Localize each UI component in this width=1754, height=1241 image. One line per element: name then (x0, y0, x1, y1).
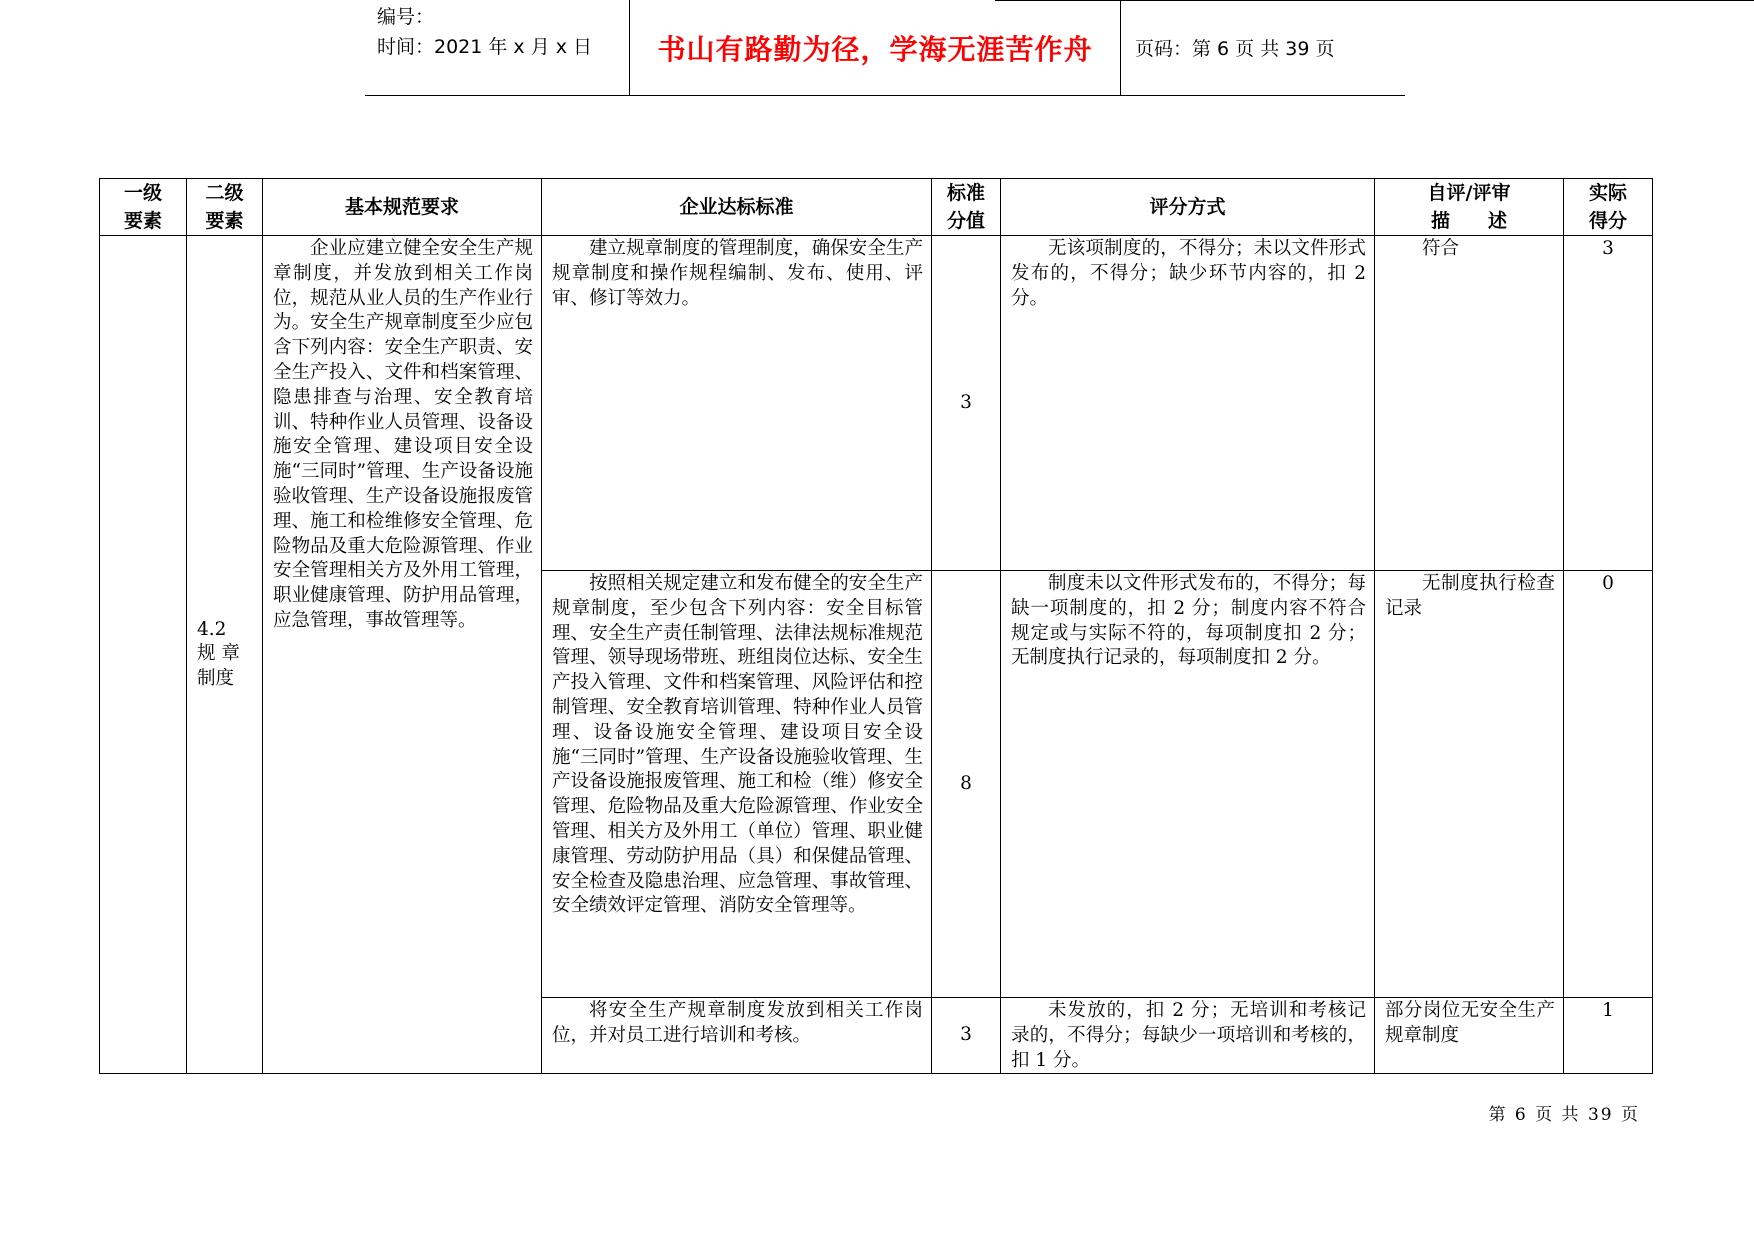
method-text: 无该项制度的，不得分；未以文件形式发布的，不得分；缺少环节内容的，扣 2 分。 (1011, 238, 1366, 309)
review-text: 符合 (1422, 238, 1460, 259)
col-header-basic-requirement: 基本规范要求 (263, 179, 542, 236)
actual-score: 3 (1602, 238, 1614, 259)
standard-score-cell (932, 571, 1001, 998)
assessment-table (99, 178, 1653, 1074)
basic-requirement-text: 企业应建立健全安全生产规章制度，并发放到相关工作岗位，规范从业人员的生产作业行为。安全生产规章制度至少应包含下列内容：安全生产职责、安全生产投入、文件和档案管理、隐患排查与治理、安全教育培训、特种作业人员管理、设备设施安全管理、建设项目安全设施“三同时”管理、生产设备设施验收管理、生产设备设施报废管理、施工和检维修安全管理、危险物品及重大危险源管理、作业安全管理相关方及外用工管理，职业健康管理、防护用品管理，应急管理，事故管理等。 (273, 238, 533, 631)
review-cell (1375, 998, 1564, 1074)
method-cell (1001, 236, 1375, 571)
col-header-level2: 二级 要素 (187, 179, 263, 236)
standard-score-cell (932, 998, 1001, 1074)
standard-text: 按照相关规定建立和发布健全的安全生产规章制度，至少包含下列内容：安全目标管理、安全生产责任制管理、法律法规标准规范管理、领导现场带班、班组岗位达标、安全生产投入管理、文件和档案管理、风险评估和控制管理、安全教育培训管理、特种作业人员管理、设备设施安全管理、建设项目安全设施“三同时”管理、生产设备设施验收管理、生产设备设施报废管理、施工和检（维）修安全管理、危险物品及重大危险源管理、作业安全管理、相关方及外用工（单位）管理、职业健康管理、劳动防护用品（具）和保健品管理、安全检查及隐患治理、应急管理、事故管理、安全绩效评定管理、消防安全管理等。 (552, 573, 923, 917)
standard-score: 3 (960, 391, 972, 413)
header-meta (377, 2, 627, 62)
doc-number-label: 编号： (377, 6, 435, 28)
level2-label: 4.2 规 章 制度 (197, 618, 240, 690)
actual-score-cell (1564, 998, 1653, 1074)
col-header-level1: 一级 要素 (100, 179, 187, 236)
standard-score: 3 (960, 1024, 972, 1046)
standard-score-cell (932, 236, 1001, 571)
review-cell (1375, 571, 1564, 998)
review-text: 无制度执行检查记录 (1385, 573, 1555, 619)
actual-score: 1 (1602, 1000, 1614, 1021)
review-cell (1375, 236, 1564, 571)
col-header-standard-score: 标准 分值 (932, 179, 1001, 236)
actual-score: 0 (1602, 573, 1614, 594)
page-footer: 第 6 页 共 39 页 (1488, 1105, 1640, 1125)
standard-cell (542, 998, 932, 1074)
standard-text: 建立规章制度的管理制度，确保安全生产规章制度和操作规程编制、发布、使用、评审、修订等效力。 (552, 238, 923, 309)
method-text: 未发放的，扣 2 分；无培训和考核记录的，不得分；每缺少一项培训和考核的，扣 1 分。 (1011, 1000, 1366, 1071)
method-text: 制度未以文件形式发布的，不得分；每缺一项制度的，扣 2 分；制度内容不符合规定或与实际不符的，每项制度扣 2 分；无制度执行记录的，每项制度扣 2 分。 (1011, 573, 1366, 669)
page-header (365, 0, 1405, 96)
actual-score-cell (1564, 236, 1653, 571)
level1-cell (100, 236, 187, 1074)
col-header-self-review: 自评/评审 描 述 (1375, 179, 1564, 236)
standard-cell (542, 571, 932, 998)
basic-requirement-cell (263, 236, 542, 1074)
level2-cell (187, 236, 263, 1074)
header-motto: 书山有路勤为径，学海无涯苦作舟 (657, 32, 1093, 66)
date-line: 时间：2021 年 x 月 x 日 (377, 36, 593, 58)
standard-cell (542, 236, 932, 571)
method-cell (1001, 571, 1375, 998)
standard-score: 8 (960, 772, 972, 794)
standard-text: 将安全生产规章制度发放到相关工作岗位，并对员工进行培训和考核。 (552, 1000, 923, 1046)
review-text: 部分岗位无安全生产规章制度 (1385, 1000, 1555, 1046)
header-page-info: 页码：第 6 页 共 39 页 (1135, 38, 1335, 60)
method-cell (1001, 998, 1375, 1074)
actual-score-cell (1564, 571, 1653, 998)
col-header-scoring-method: 评分方式 (1001, 179, 1375, 236)
col-header-actual-score: 实际 得分 (1564, 179, 1653, 236)
col-header-enterprise-standard: 企业达标标准 (542, 179, 932, 236)
header-divider (1120, 0, 1121, 95)
table-row (100, 236, 1653, 571)
table-header-row (100, 179, 1653, 236)
